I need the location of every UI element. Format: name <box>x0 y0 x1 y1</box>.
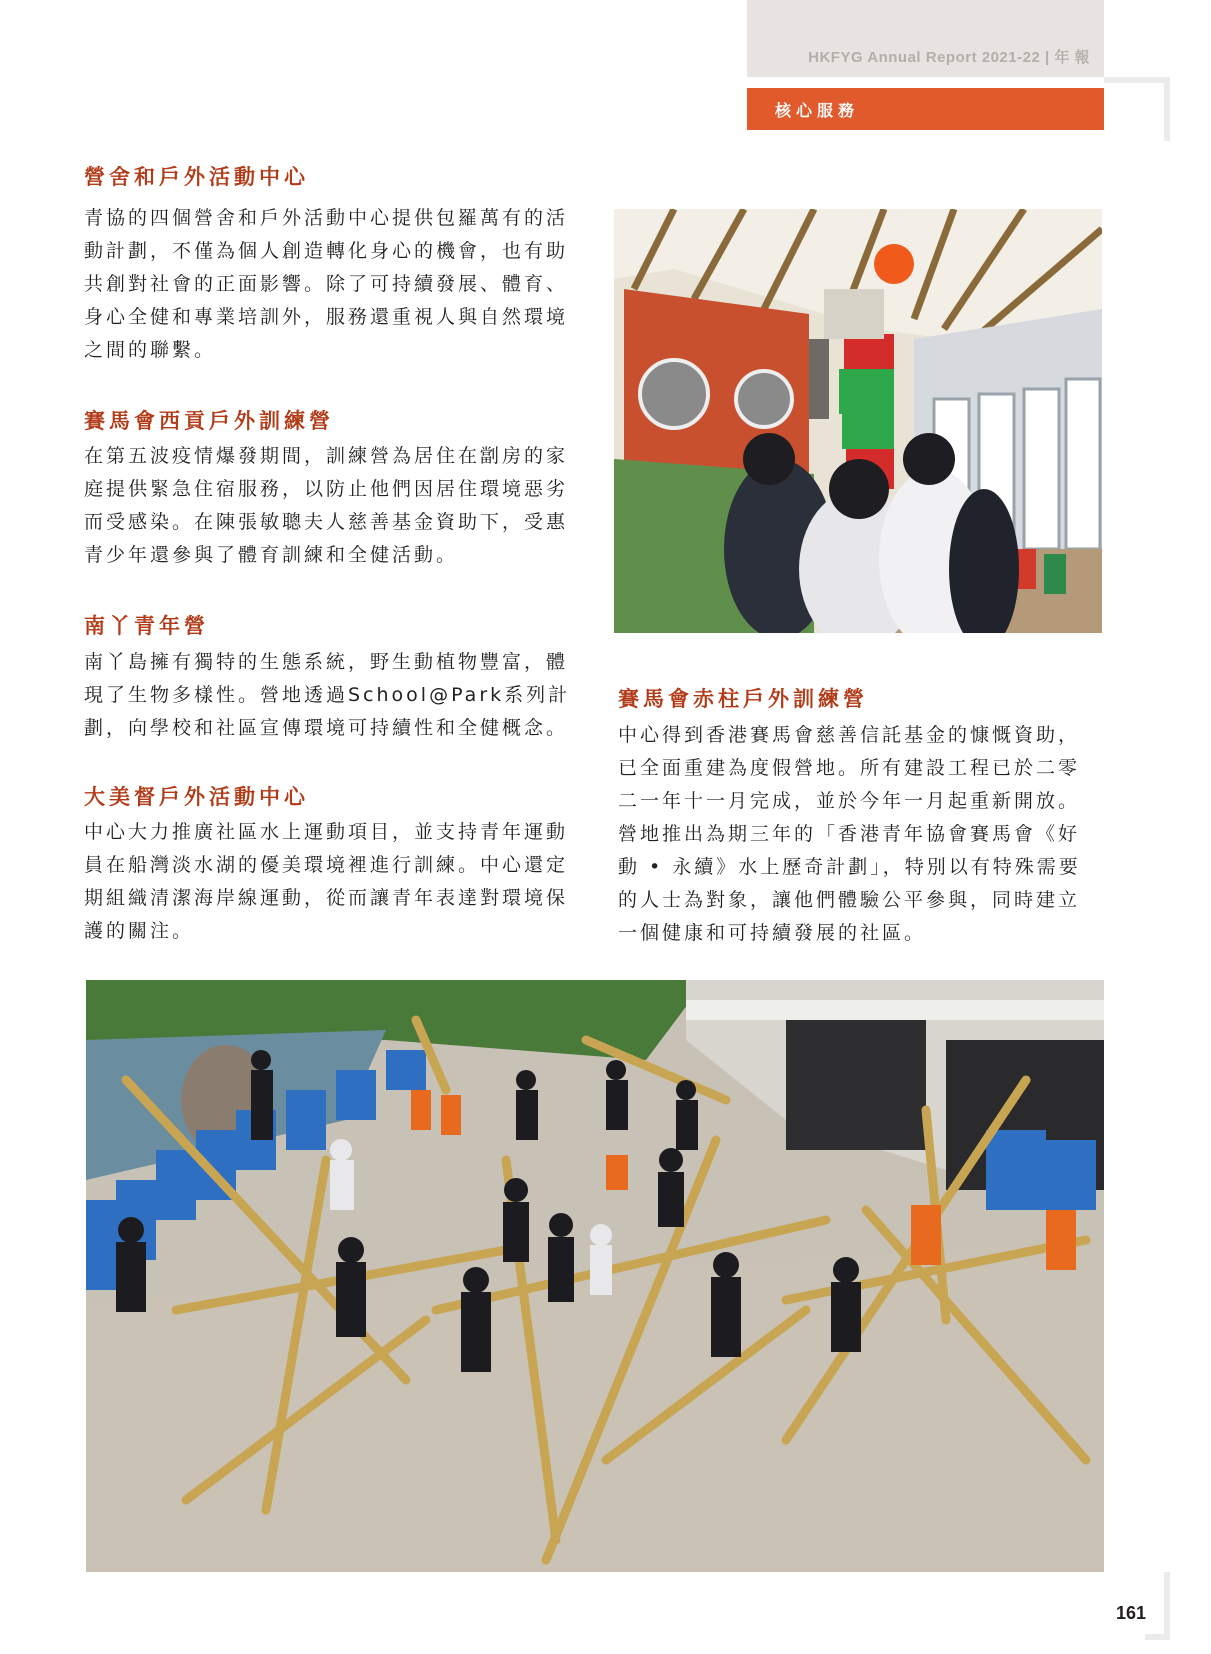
section-tab <box>747 88 1104 130</box>
heading-saikung: 賽馬會西貢戶外訓練營 <box>84 409 334 433</box>
photo-crate-stacking <box>614 209 1102 633</box>
paragraph-taimeituk: 中心大力推廣社區水上運動項目，並支持青年運動員在船灣淡水湖的優美環境裡進行訓練。中心還定期組織清潔海岸線運動，從而讓青年表達對環境保護的關注。 <box>84 821 569 942</box>
running-title: HKFYG Annual Report 2021-22 | 年 報 <box>808 49 1090 66</box>
paragraph-stanley: 中心得到香港賽馬會慈善信託基金的慷慨資助，已全面重建為度假營地。所有建設工程已於二零二一年十一月完成，並於今年一月起重新開放。營地推出為期三年的「香港青年協會賽馬會《好動 • 永續》水上歷奇計劃」，特別以有特殊需要的人士為對象，讓他們體驗公平參與，同時建立一個健康和可持續發展的社區。 <box>618 724 1081 944</box>
corner-decoration-bottom <box>1145 1572 1170 1640</box>
photo-bamboo-structure <box>86 980 1104 1572</box>
paragraph-lamma: 南丫島擁有獨特的生態系統，野生動植物豐富，體現了生物多樣性。營地透過School@Park系列計劃，向學校和社區宣傳環境可持續性和全健概念。 <box>84 651 571 739</box>
header-box <box>747 0 1104 77</box>
paragraph-saikung: 在第五波疫情爆發期間，訓練營為居住在劏房的家庭提供緊急住宿服務，以防止他們因居住環境惡劣而受感染。在陳張敏聰夫人慈善基金資助下，受惠青少年還參與了體育訓練和全健活動。 <box>84 445 569 566</box>
paragraph-camps: 青協的四個營舍和戶外活動中心提供包羅萬有的活動計劃，不僅為個人創造轉化身心的機會，也有助共創對社會的正面影響。除了可持續發展、體育、身心全健和專業培訓外，服務還重視人與自然環境之間的聯繫。 <box>84 207 569 361</box>
heading-lamma: 南丫青年營 <box>84 614 209 638</box>
page-number: 161 <box>1116 1603 1147 1623</box>
heading-taimeituk: 大美督戶外活動中心 <box>84 785 309 809</box>
section-label: 核心服務 <box>775 101 860 120</box>
heading-stanley: 賽馬會赤柱戶外訓練營 <box>618 687 868 711</box>
corner-decoration-top <box>1104 77 1170 141</box>
heading-camps: 營舍和戶外活動中心 <box>84 165 309 189</box>
